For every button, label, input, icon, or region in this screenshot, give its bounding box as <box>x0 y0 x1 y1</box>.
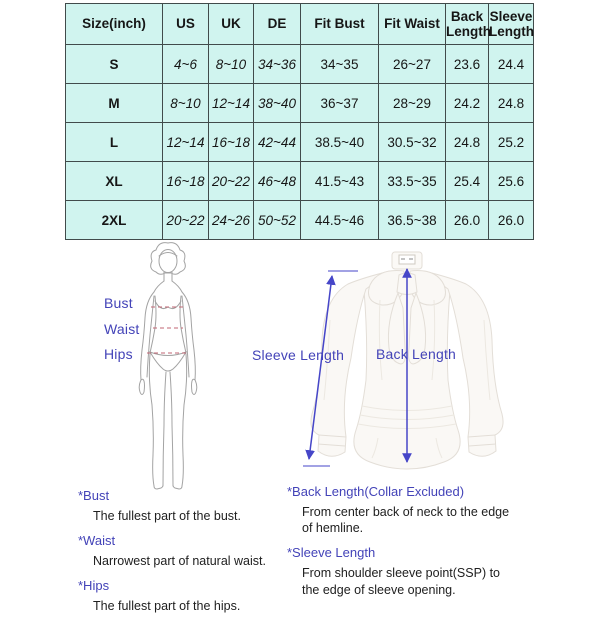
size-cell: S <box>66 45 163 84</box>
waist-cell: 28~29 <box>379 84 446 123</box>
measurement-notes-right <box>287 484 519 607</box>
measurement-notes-left <box>78 488 293 623</box>
sleeve-length-cell: 26.0 <box>489 201 534 240</box>
column-header-uk: UK <box>209 4 254 45</box>
de-cell: 38~40 <box>254 84 301 123</box>
de-cell: 42~44 <box>254 123 301 162</box>
hips-note-definition: The fullest part of the hips. <box>93 599 241 614</box>
left-arm-outline <box>141 281 164 380</box>
bust-cell: 34~35 <box>301 45 379 84</box>
sleeve-length-label: Sleeve Length <box>252 347 345 363</box>
sleeve-length-note-term: *Sleeve Length <box>287 545 376 561</box>
column-header-size: Size(inch) <box>66 4 163 45</box>
bust-cell: 36~37 <box>301 84 379 123</box>
de-cell: 34~36 <box>254 45 301 84</box>
column-header-de: DE <box>254 4 301 45</box>
size-cell: L <box>66 123 163 162</box>
uk-cell: 24~26 <box>209 201 254 240</box>
column-header-us: US <box>163 4 209 45</box>
back-length-cell: 24.2 <box>446 84 489 123</box>
right-arm-outline <box>172 281 195 380</box>
sleeve-length-note-definition: From shoulder sleeve point(SSP) to the edge of sleeve opening. <box>302 566 501 597</box>
table-row-s <box>66 45 534 84</box>
waist-cell: 36.5~38 <box>379 201 446 240</box>
uk-cell: 12~14 <box>209 84 254 123</box>
uk-cell: 16~18 <box>209 123 254 162</box>
right-hand <box>192 379 197 394</box>
right-leg-outer <box>182 354 187 486</box>
waist-note-term: *Waist <box>78 533 116 549</box>
left-leg-inner <box>163 372 166 486</box>
waist-cell: 26~27 <box>379 45 446 84</box>
de-cell: 50~52 <box>254 201 301 240</box>
uk-cell: 8~10 <box>209 45 254 84</box>
waist-cell: 30.5~32 <box>379 123 446 162</box>
table-row-m <box>66 84 534 123</box>
size-cell: 2XL <box>66 201 163 240</box>
bikini-bottom <box>150 352 186 371</box>
us-cell: 20~22 <box>163 201 209 240</box>
hips-label: Hips <box>104 346 133 362</box>
size-cell: M <box>66 84 163 123</box>
bust-cell: 44.5~46 <box>301 201 379 240</box>
us-cell: 16~18 <box>163 162 209 201</box>
table-row-l <box>66 123 534 162</box>
left-leg-outer <box>149 354 154 486</box>
header-row <box>66 4 534 45</box>
bust-label: Bust <box>104 295 133 311</box>
bust-cell: 38.5~40 <box>301 123 379 162</box>
table-row-xl <box>66 162 534 201</box>
sleeve-length-cell: 25.6 <box>489 162 534 201</box>
column-header-waist: Fit Waist <box>379 4 446 45</box>
size-cell: XL <box>66 162 163 201</box>
hips-note-term: *Hips <box>78 578 110 594</box>
back-length-label: Back Length <box>376 346 457 362</box>
de-cell: 46~48 <box>254 162 301 201</box>
size-chart-table <box>65 3 534 240</box>
back-length-cell: 23.6 <box>446 45 489 84</box>
right-inner-arm <box>182 296 189 377</box>
sleeve-length-cell: 25.2 <box>489 123 534 162</box>
column-header-sleeve: Sleeve Length <box>489 4 534 45</box>
right-leg-inner <box>170 372 173 486</box>
waist-cell: 33.5~35 <box>379 162 446 201</box>
us-cell: 4~6 <box>163 45 209 84</box>
sleeve-length-cell: 24.8 <box>489 84 534 123</box>
us-cell: 12~14 <box>163 123 209 162</box>
table-row-2xl <box>66 201 534 240</box>
left-inner-arm <box>147 296 154 377</box>
sleeve-length-cell: 24.4 <box>489 45 534 84</box>
back-length-note-term: *Back Length(Collar Excluded) <box>287 484 465 499</box>
left-hand <box>139 379 144 394</box>
back-length-note-definition: From center back of neck to the edge of hemline. <box>302 504 510 536</box>
bust-note-term: *Bust <box>78 488 110 503</box>
us-cell: 8~10 <box>163 84 209 123</box>
body-figure-illustration <box>128 240 208 490</box>
waist-note-definition: Narrowest part of natural waist. <box>93 554 266 569</box>
waist-label: Waist <box>104 321 140 337</box>
bust-cell: 41.5~43 <box>301 162 379 201</box>
uk-cell: 20~22 <box>209 162 254 201</box>
column-header-bust: Fit Bust <box>301 4 379 45</box>
back-length-cell: 26.0 <box>446 201 489 240</box>
back-length-cell: 24.8 <box>446 123 489 162</box>
column-header-back: Back Length <box>446 4 489 45</box>
back-length-cell: 25.4 <box>446 162 489 201</box>
bust-note-definition: The fullest part of the bust. <box>93 508 241 523</box>
